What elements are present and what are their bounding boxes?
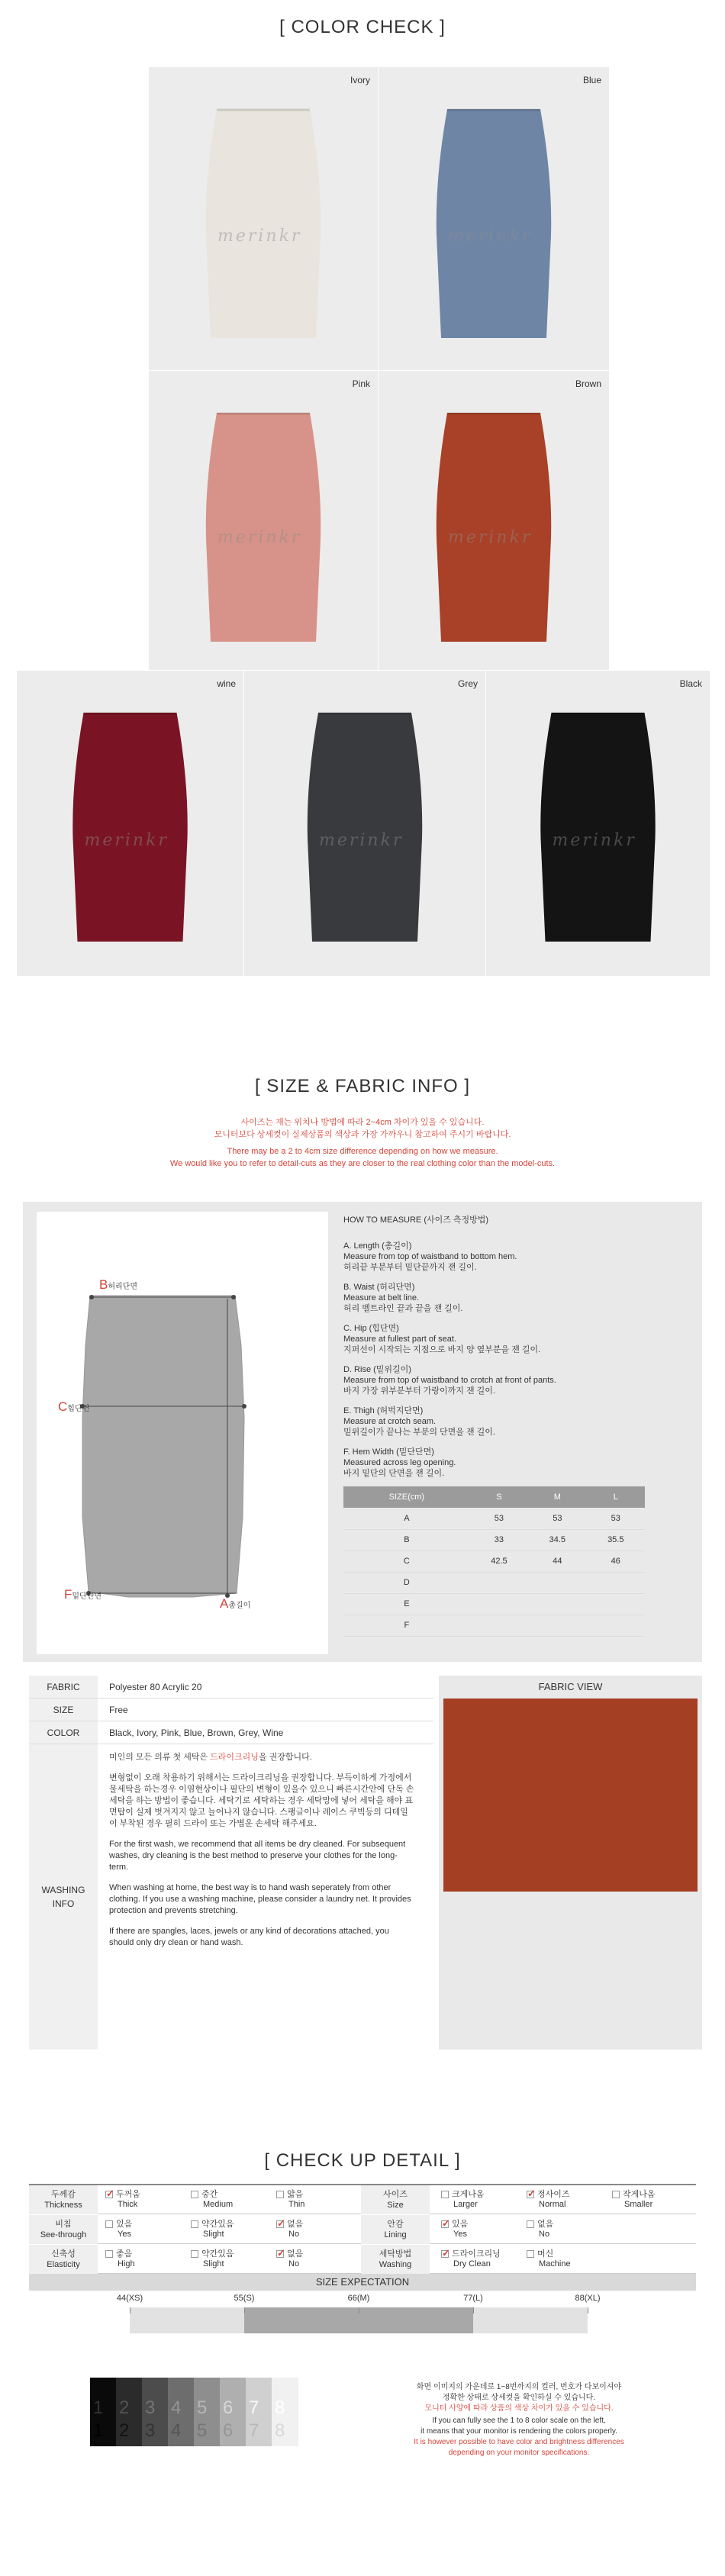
check-option: ✓없음 No [276, 2249, 303, 2269]
table-cell: 53 [528, 1508, 586, 1529]
checkbox-icon [441, 2191, 449, 2198]
checkbox-icon [612, 2191, 620, 2198]
check-option: 작게나옴 Smaller [612, 2190, 656, 2210]
table-cell: 34.5 [528, 1529, 586, 1550]
color-scale-step [142, 2378, 169, 2446]
measure-item [343, 1241, 679, 1273]
check-option: 없음 No [527, 2220, 553, 2240]
check-key: 두께감 Thickness [29, 2185, 98, 2214]
diagram-skirt-shape [82, 1296, 244, 1597]
skirt-image [149, 67, 378, 370]
size-fabric-title: [ SIZE & FABRIC INFO ] [254, 1076, 471, 1096]
table-cell [587, 1572, 645, 1593]
size-expectation-title: SIZE EXPECTATION [29, 2274, 696, 2291]
monitor-color-scale [90, 2378, 298, 2446]
measure-line: Measured across leg opening. [343, 1458, 456, 1467]
table-cell: B [343, 1529, 470, 1550]
how-to-measure-title: HOW TO MEASURE (사이즈 측정방법) [343, 1216, 489, 1225]
table-cell: 53 [587, 1508, 645, 1529]
color-value: Black, Ivory, Pink, Blue, Brown, Grey, Wine [109, 1727, 284, 1738]
how-to-measure [343, 1213, 679, 1488]
watermark: merinkr [448, 226, 533, 246]
check-option: ✓두꺼움 Thick [105, 2190, 140, 2210]
table-cell: 42.5 [470, 1550, 528, 1572]
measure-line: Measure at fullest part of seat. [343, 1335, 456, 1344]
check-option: 좋음 High [105, 2249, 135, 2269]
color-scale-number: 7 [249, 2420, 259, 2441]
checkbox-icon [527, 2220, 534, 2228]
monitor-en-1: If you can fully see the 1 to 8 color scale on the left, [432, 2417, 606, 2425]
color-swatch-label: Pink [352, 378, 370, 389]
table-cell: 33 [470, 1529, 528, 1550]
measure-item [343, 1282, 679, 1314]
measure-line: Measure at crotch seam. [343, 1417, 437, 1426]
skirt-shape [540, 713, 655, 942]
size-mark-label: 55(S) [234, 2294, 255, 2303]
table-cell [470, 1593, 528, 1615]
check-option: 머신 Machine [527, 2249, 571, 2269]
skirt-diagram [37, 1212, 328, 1654]
table-row [343, 1615, 645, 1636]
checkbox-icon [527, 2191, 534, 2198]
measure-item [343, 1406, 679, 1438]
size-table-body [343, 1508, 645, 1636]
measure-line: 바지 밑단의 단면을 잰 길이. [343, 1469, 445, 1478]
color-swatch-label: Blue [582, 75, 601, 85]
color-swatch-label: wine [217, 678, 236, 689]
color-scale-step [168, 2378, 195, 2446]
table-cell: 35.5 [587, 1529, 645, 1550]
diagram-label-c: C힙단면 [58, 1399, 90, 1414]
color-swatch-label: Ivory [350, 75, 370, 85]
table-cell: 53 [470, 1508, 528, 1529]
check-key: 안감 Lining [361, 2215, 430, 2244]
color-scale-step [194, 2378, 221, 2446]
size-table-header-cell: S [470, 1486, 528, 1508]
color-scale [90, 2378, 298, 2446]
washing-en-3: If there are spangles, laces, jewels or any kind of decorations attached, you should only dry clean or hand wash. [109, 1927, 389, 1947]
skirt-image [149, 371, 378, 670]
size-mark-label: 44(XS) [116, 2294, 143, 2303]
table-cell [528, 1572, 586, 1593]
check-option: 있음 Yes [105, 2220, 132, 2240]
measure-line: E. Thigh (허벅지단면) [343, 1406, 424, 1415]
size-tick [473, 2307, 474, 2314]
check-row [29, 2215, 696, 2244]
diagram-dot [231, 1295, 236, 1299]
checkbox-icon [105, 2220, 113, 2228]
washing-en-2: When washing at home, the best way is to hand wash seperately from other clothing. If you use a washing machine, please consider a laundry net. It provides protection and prevents stretching. [109, 1883, 411, 1915]
table-cell [470, 1615, 528, 1636]
measure-item [343, 1323, 679, 1355]
watermark: merinkr [218, 528, 302, 547]
color-scale-number: 1 [93, 2397, 104, 2418]
size-value: Free [109, 1704, 128, 1715]
color-scale-number: 4 [171, 2420, 182, 2441]
monitor-kr-3: 모니터 사양에 따라 상품의 색상 차이가 있을 수 있습니다. [424, 2404, 614, 2413]
measure-line: 허리끝 부분부터 밑단끝까지 잰 길이. [343, 1263, 477, 1272]
check-key: 사이즈 Size [361, 2185, 430, 2214]
skirt-image [486, 671, 710, 976]
monitor-en-3: It is however possible to have color and brightness differences [414, 2438, 624, 2446]
color-scale-step [246, 2378, 272, 2446]
monitor-kr-1: 화면 이미지의 가운데로 1~8번까지의 컬러, 번호가 다보이셔야 [416, 2383, 622, 2391]
color-swatch-grey [244, 671, 485, 976]
color-scale-number: 2 [119, 2397, 130, 2418]
measure-line: 바지 가장 위부분부터 가랑이까지 잰 길이. [343, 1386, 495, 1396]
check-option: 약간있음 Slight [191, 2220, 234, 2240]
table-cell: 46 [587, 1550, 645, 1572]
check-option: ✓정사이즈 Normal [527, 2190, 570, 2210]
skirt-shape [72, 713, 187, 942]
diagram-dot [242, 1404, 246, 1409]
checkbox-icon [276, 2191, 284, 2198]
size-expectation-labels [29, 2294, 696, 2307]
skirt-shape [437, 413, 551, 642]
size-mark-label: 77(L) [463, 2294, 483, 2303]
skirt-shape [308, 713, 422, 942]
size-mark-label: 66(M) [347, 2294, 370, 2303]
washing-row [29, 1744, 433, 2050]
color-check-title: [ COLOR CHECK ] [279, 17, 446, 37]
skirt-shape [437, 109, 551, 338]
measure-item [343, 1447, 679, 1479]
skirt-image [379, 371, 609, 670]
check-option: 얇음 Thin [276, 2190, 304, 2210]
checkbox-icon [105, 2191, 113, 2198]
checkbox-icon [191, 2220, 198, 2228]
color-scale-number: 6 [223, 2397, 234, 2418]
fabric-value: Polyester 80 Acrylic 20 [109, 1681, 202, 1692]
diagram-label-f: F밑단단면 [64, 1587, 102, 1602]
washing-text [109, 1752, 414, 1958]
check-option: ✓드라이크리닝 Dry Clean [441, 2249, 501, 2269]
washing-lead: 미인의 모든 의류 첫 세탁은 드라이크리닝을 권장합니다. [109, 1753, 312, 1762]
color-swatch-label: Black [679, 678, 702, 689]
color-scale-number: 7 [249, 2397, 259, 2418]
size-table-header-cell: L [587, 1486, 645, 1508]
washing-en-1: For the first wash, we recommend that all items be dry cleaned. For subsequent washes, dry cleaning is the best method to preserve your clothes for the long-term. [109, 1840, 406, 1872]
fabric-row [29, 1676, 433, 1699]
measure-line: Measure at belt line. [343, 1293, 420, 1302]
color-scale-step [90, 2378, 117, 2446]
table-cell [587, 1615, 645, 1636]
check-option: ✓있음 Yes [441, 2220, 468, 2240]
check-option: ✓없음 No [276, 2220, 303, 2240]
color-swatch-pink [149, 371, 378, 670]
skirt-shape [206, 109, 321, 338]
size-table-header-cell: M [528, 1486, 586, 1508]
size-mark-label: 88(XL) [575, 2294, 601, 2303]
watermark: merinkr [552, 831, 636, 850]
measure-line: D. Rise (밑위길이) [343, 1365, 411, 1374]
table-cell [528, 1593, 586, 1615]
size-table-header [343, 1486, 645, 1508]
color-scale-number: 2 [119, 2420, 130, 2441]
checkbox-icon [105, 2250, 113, 2258]
diagram-dot [89, 1295, 94, 1299]
watermark: merinkr [218, 226, 302, 246]
measure-line: Measure from top of waistband to bottom hem. [343, 1252, 517, 1261]
color-label: COLOR [29, 1721, 98, 1744]
size-tick [244, 2307, 245, 2314]
measure-item [343, 1364, 679, 1396]
table-cell [470, 1572, 528, 1593]
checkbox-icon [191, 2250, 198, 2258]
skirt-shape [206, 413, 321, 642]
checkbox-icon [276, 2220, 284, 2228]
table-row [343, 1529, 645, 1550]
skirt-image [244, 671, 485, 976]
check-key: 비침 See-through [29, 2215, 98, 2244]
color-scale-step [272, 2378, 298, 2446]
table-cell: C [343, 1550, 470, 1572]
table-cell: F [343, 1615, 470, 1636]
color-scale-step [116, 2378, 143, 2446]
measure-line: 허리 벨트라인 끝과 끝을 잰 길이. [343, 1304, 463, 1313]
notice-en-2: We would like you to refer to detail-cuts as they are closer to the real clothing color than the model-cuts. [169, 1159, 556, 1168]
check-row [29, 2245, 696, 2274]
check-key: 신축성 Elasticity [29, 2245, 98, 2274]
diagram-label-a: A총길이 [220, 1596, 251, 1611]
color-scale-step [220, 2378, 246, 2446]
color-swatch-label: Grey [457, 678, 478, 689]
check-option: 중간 Medium [191, 2190, 233, 2210]
table-row [343, 1508, 645, 1529]
checkbox-icon [191, 2191, 198, 2198]
color-swatch-ivory [149, 67, 378, 370]
color-scale-number: 6 [223, 2420, 234, 2441]
color-scale-number: 5 [197, 2397, 208, 2418]
check-key: 세탁방법 Washing [361, 2245, 430, 2274]
color-scale-number: 1 [93, 2420, 104, 2441]
table-cell: D [343, 1572, 470, 1593]
table-cell: A [343, 1508, 470, 1529]
skirt-image [17, 671, 243, 976]
color-swatch-label: Brown [575, 378, 601, 389]
fabric-sample [443, 1699, 698, 1892]
size-expectation-track [130, 2307, 588, 2333]
table-row [343, 1572, 645, 1593]
color-swatch-blue [379, 67, 609, 370]
watermark: merinkr [84, 831, 169, 850]
color-scale-number: 8 [275, 2397, 285, 2418]
color-swatch-wine [17, 671, 243, 976]
skirt-image [379, 67, 609, 370]
table-row [343, 1593, 645, 1615]
monitor-notice [359, 2382, 679, 2458]
size-table-header-cell: SIZE(cm) [343, 1486, 470, 1508]
check-row [29, 2185, 696, 2214]
color-scale-number: 5 [197, 2420, 208, 2441]
notice-kr-2: 모니터보다 상세컷이 실제상품의 색상과 가장 가까우니 참고하여 주시기 바랍니다. [214, 1130, 511, 1139]
size-label: SIZE [29, 1699, 98, 1721]
color-scale-number: 4 [171, 2397, 182, 2418]
monitor-en-2: it means that your monitor is rendering the colors properly. [420, 2427, 617, 2436]
table-cell: E [343, 1593, 470, 1615]
check-up-table [29, 2184, 696, 2275]
fabric-view-panel [439, 1676, 702, 2050]
size-table [343, 1486, 645, 1637]
checkbox-icon [527, 2250, 534, 2258]
measure-line: B. Waist (허리단면) [343, 1283, 415, 1292]
check-option: 약간있음 Slight [191, 2249, 234, 2269]
checkbox-icon [441, 2250, 449, 2258]
watermark: merinkr [319, 831, 404, 850]
table-cell: 44 [528, 1550, 586, 1572]
check-up-title: [ CHECK UP DETAIL ] [264, 2150, 461, 2171]
washing-kr: 변형없이 오래 착용하기 위해서는 드라이크리닝을 권장합니다. 부득이하게 가정에서 물세탁을 하는경우 이염현상이나 필단의 변형이 있을수 있으니 빠른시간안에 단독 손세탁을 하는 방법이 좋습니다. 세탁기로 세탁하는 경우 세탁망에 넣어 세탁을 해야 표면탑이 실제 벗겨지지 않고 늘어나지 않습니다. 스팽글이나 레이스 쿠빅등의 디테일이 부착된 경우 필히 드라이 또는 가볍운 손세탁 해주세요. [109, 1773, 414, 1828]
washing-label: WASHING INFO [29, 1744, 98, 2050]
color-scale-number: 8 [275, 2420, 285, 2441]
measure-line: F. Hem Width (밑단단면) [343, 1447, 434, 1457]
notice-kr-1: 사이즈는 재는 위치나 방법에 따라 2~4cm 차이가 있을 수 있습니다. [240, 1118, 485, 1127]
monitor-en-4: depending on your monitor specifications. [448, 2449, 590, 2457]
monitor-kr-2: 정확한 상태로 상세컷을 확인하실 수 있습니다. [442, 2394, 596, 2402]
color-scale-number: 3 [145, 2397, 156, 2418]
color-scale-number: 3 [145, 2420, 156, 2441]
watermark: merinkr [448, 528, 533, 547]
measure-line: Measure from top of waistband to crotch at front of pants. [343, 1376, 556, 1385]
measure-list [343, 1241, 679, 1479]
notice-en-1: There may be a 2 to 4cm size difference depending on how we measure. [227, 1147, 498, 1156]
checkbox-icon [276, 2250, 284, 2258]
fabric-label: FABRIC [29, 1676, 98, 1698]
checkbox-icon [441, 2220, 449, 2228]
measure-line: A. Length (총길이) [343, 1241, 412, 1251]
color-swatch-black [486, 671, 710, 976]
fabric-view-title: FABRIC VIEW [538, 1681, 603, 1692]
measure-line: 지퍼선이 시작되는 지점으로 바지 양 옆부분을 잰 길이. [343, 1345, 541, 1354]
measure-line: C. Hip (힙단면) [343, 1324, 399, 1333]
table-cell [528, 1615, 586, 1636]
color-swatch-brown [379, 371, 609, 670]
check-option: 크게나옴 Larger [441, 2190, 485, 2210]
table-row [343, 1550, 645, 1572]
diagram-label-b: B허리단면 [99, 1277, 137, 1292]
color-row [29, 1721, 433, 1744]
measure-line: 밑위길이가 끝나는 부분의 단면을 잰 길이. [343, 1428, 495, 1437]
table-cell [587, 1593, 645, 1615]
size-row [29, 1699, 433, 1721]
